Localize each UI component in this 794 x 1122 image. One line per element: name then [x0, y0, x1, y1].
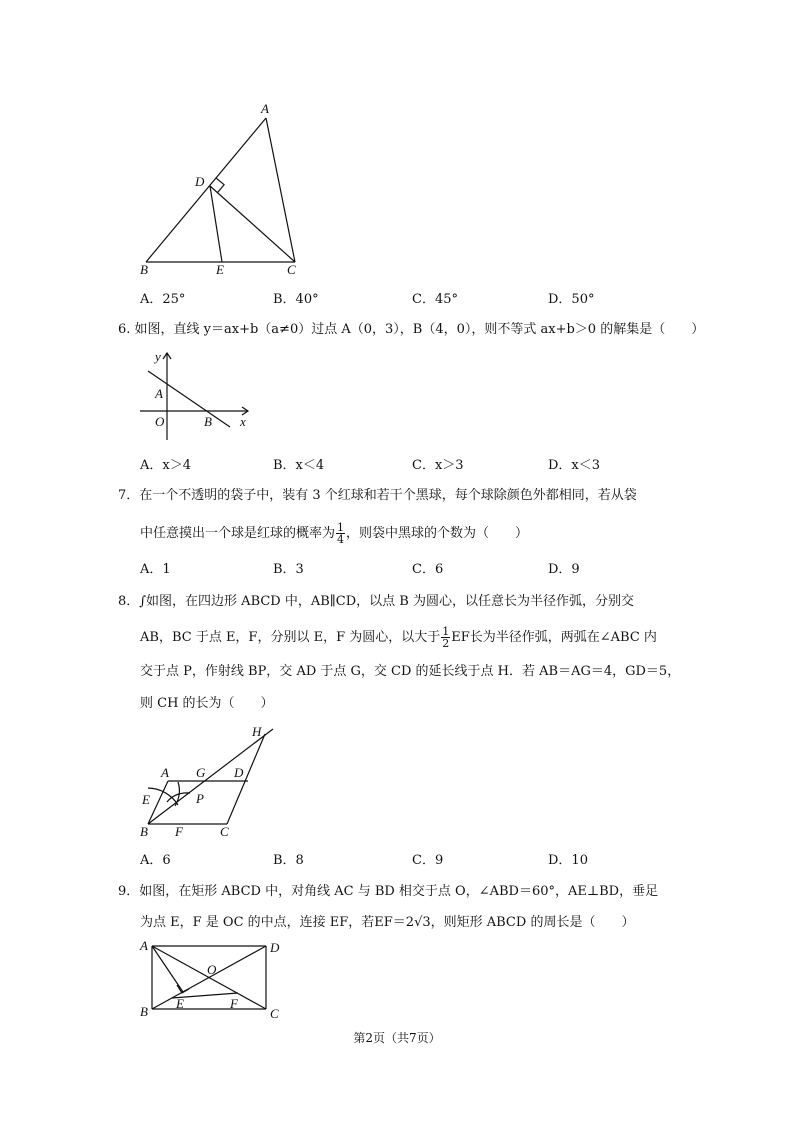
q5-option-b[interactable]: B．40° — [273, 292, 319, 307]
page-footer: 第2页（共7页） — [353, 1031, 441, 1045]
q6-label-a: A — [155, 386, 163, 401]
q8-label-f: F — [175, 824, 183, 839]
q8-text-before: AB，BC 于点 E，F，分别以 E，F 为圆心，以大于 — [140, 630, 441, 645]
q8-side-ab — [148, 781, 168, 824]
q6-option-c[interactable]: C．x＞3 — [412, 458, 464, 473]
q9-segment-ae — [152, 946, 183, 992]
q9-label-a: A — [140, 938, 148, 953]
q5-label-d: D — [195, 174, 205, 189]
q7-stem-line1: 7．在一个不透明的袋子中，装有 3 个红球和若干个黑球，每个球除颜色外都相同，若从袋 — [118, 488, 637, 503]
q7-frac-num: 1 — [337, 521, 345, 534]
q7-fraction — [336, 522, 345, 545]
q6-label-y: y — [155, 349, 161, 364]
q8-label-b: B — [140, 824, 148, 839]
q8-label-h: H — [252, 724, 262, 739]
q8-stem-line1: 8．∫如图，在四边形 ABCD 中，AB∥CD，以点 B 为圆心，以任意长为半径作弧，分别交 — [118, 594, 634, 609]
q7-option-a[interactable]: A．1 — [140, 562, 171, 577]
q8-fraction — [441, 626, 450, 649]
q5-label-b: B — [140, 262, 148, 277]
q5-option-c[interactable]: C．45° — [412, 292, 458, 307]
q8-option-b[interactable]: B．8 — [273, 853, 304, 868]
q6-option-b[interactable]: B．x＜4 — [273, 458, 325, 473]
q7-option-c[interactable]: C．6 — [412, 562, 444, 577]
q7-option-d[interactable]: D．9 — [548, 562, 580, 577]
q9-label-d: D — [270, 940, 280, 955]
q8-side-cd-extended — [227, 734, 265, 824]
q9-figure — [140, 935, 290, 1025]
q7-text-before: 中任意摸出一个球是红球的概率为 — [140, 526, 336, 541]
q8-option-d[interactable]: D．10 — [548, 853, 588, 868]
q6-option-d[interactable]: D．x＜3 — [548, 458, 601, 473]
q8-text-after: EF长为半径作弧，两弧在∠ABC 内 — [451, 630, 657, 645]
q5-right-angle-mark — [216, 178, 224, 192]
q5-label-e: E — [216, 262, 224, 277]
q8-label-e: E — [142, 792, 150, 807]
q9-label-e: E — [176, 996, 184, 1011]
q5-option-d[interactable]: D．50° — [548, 292, 595, 307]
q8-label-a: A — [161, 765, 169, 780]
q8-label-p: P — [196, 791, 204, 806]
q9-label-c: C — [270, 1006, 279, 1021]
q5-option-a[interactable]: A．25° — [140, 292, 186, 307]
q7-option-b[interactable]: B．3 — [273, 562, 304, 577]
q6-figure — [130, 345, 260, 445]
q9-stem-line1: 9．如图，在矩形 ABCD 中，对角线 AC 与 BD 相交于点 O，∠ABD＝60°，AE⊥BD，垂足 — [118, 884, 659, 899]
q8-label-g: G — [196, 765, 206, 780]
q6-label-x: x — [240, 414, 246, 429]
q7-stem-line2 — [140, 522, 528, 545]
q8-frac-den: 2 — [442, 637, 450, 650]
q8-figure — [135, 722, 285, 840]
q7-text-after: ，则袋中黑球的个数为（ ） — [346, 526, 529, 541]
q7-frac-den: 4 — [337, 533, 345, 546]
q6-stem: 6. 如图，直线 y＝ax+b（a≠0）过点 A（0，3），B（4，0），则不等式 ax+b＞0 的解集是（ ） — [118, 322, 705, 337]
q8-stem-line3: 交于点 P，作射线 BP，交 AD 于点 G，交 CD 的延长线于点 H．若 AB＝AG＝4，GD＝5， — [140, 664, 681, 679]
q5-label-a: A — [261, 101, 269, 116]
q8-label-d: D — [234, 765, 244, 780]
q6-label-o: O — [155, 414, 165, 429]
q6-option-a[interactable]: A．x＞4 — [140, 458, 191, 473]
q9-stem-line2: 为点 E，F 是 OC 的中点，连接 EF，若EF＝2√3，则矩形 ABCD 的周长是（ ） — [140, 915, 635, 930]
q8-stem-line2 — [140, 626, 657, 649]
q9-label-f: F — [230, 996, 238, 1011]
q8-option-c[interactable]: C．9 — [412, 853, 444, 868]
q5-figure — [130, 100, 320, 285]
q8-label-c: C — [220, 824, 229, 839]
q9-label-b: B — [140, 1004, 148, 1019]
q5-segment-de — [210, 186, 222, 262]
q6-label-b: B — [204, 414, 212, 429]
q5-label-c: C — [287, 262, 296, 277]
q5-side-ab — [146, 118, 266, 262]
q8-stem-line4: 则 CH 的长为（ ） — [140, 696, 274, 711]
q8-frac-num: 1 — [442, 625, 450, 638]
q8-option-a[interactable]: A．6 — [140, 853, 171, 868]
q9-label-o: O — [207, 962, 217, 977]
